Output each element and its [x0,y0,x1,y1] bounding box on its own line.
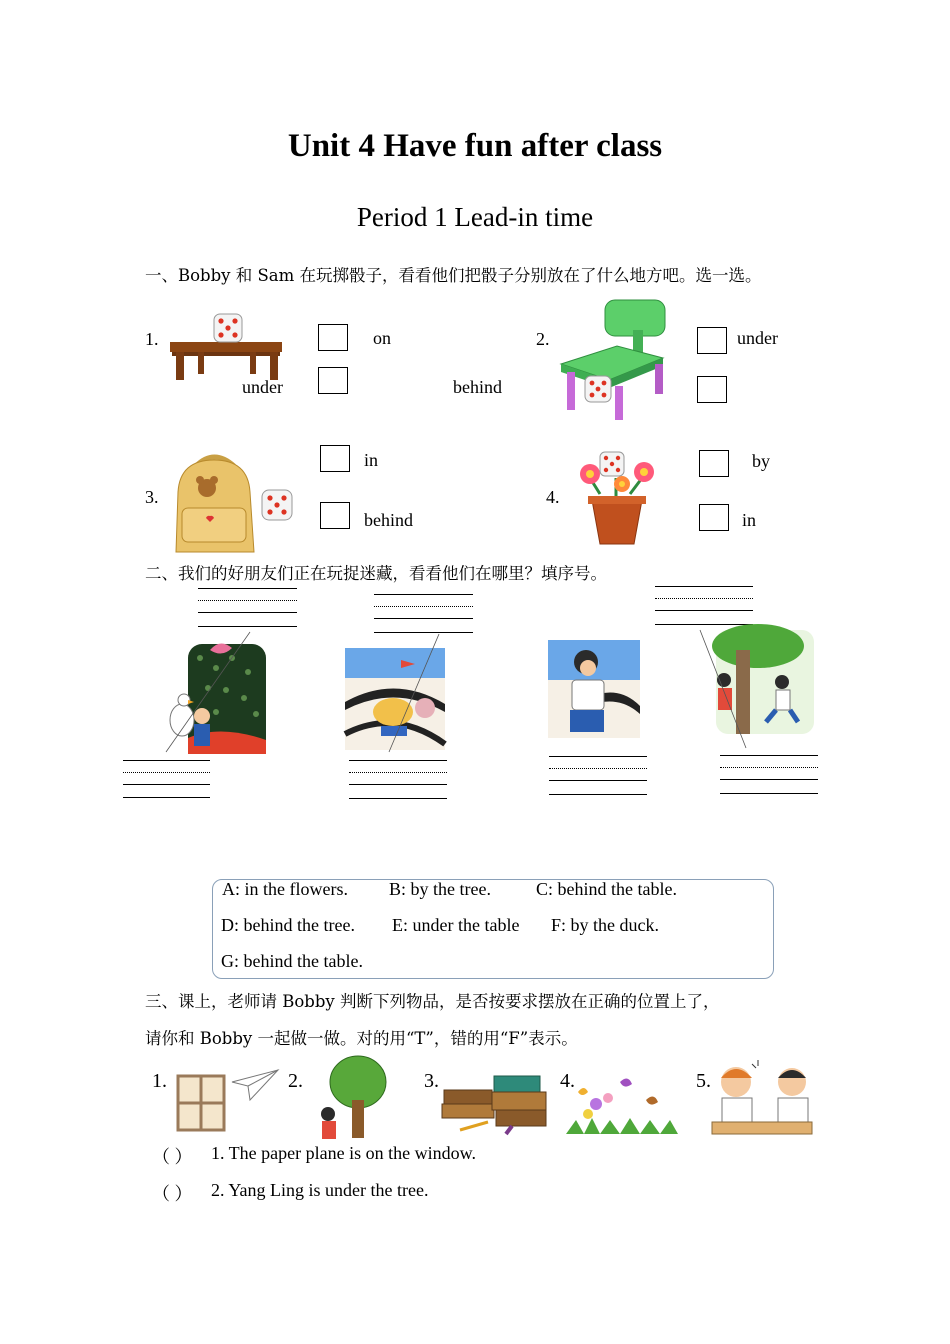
item3-behind-checkbox[interactable] [320,502,350,529]
section3-instruction-line1: 三、课上，老师请 Bobby 判断下列物品，是否按要求摆放在正确的位置上了， [145,992,720,1011]
option-f: F: by the duck. [551,915,659,935]
option-c: C: behind the table. [536,879,677,899]
option-a: A: in the flowers. [222,879,348,899]
statement2-paren[interactable]: （ ） [152,1184,193,1204]
flowers-butterflies-picture [566,1074,678,1136]
item1-option-on: on [373,328,391,348]
worksheet-subtitle: Period 1 Lead-in time [356,202,594,232]
hide-seek-picture-2 [345,634,445,752]
section2-instruction: 二、我们的好朋友们正在玩捉迷藏，看看他们在哪里？填序号。 [145,564,607,583]
picture-number-5: 5. [696,1070,711,1092]
item2-option-under: under [737,328,778,348]
window-plane-picture [176,1068,280,1132]
item4-in-checkbox[interactable] [699,504,729,531]
item3-in-checkbox[interactable] [320,445,350,472]
hide-seek-picture-4 [700,630,816,748]
picture-number-2: 2. [288,1070,303,1092]
item1-option-under: under [242,377,283,397]
worksheet-title: Unit 4 Have fun after class [287,128,663,164]
option-b: B: by the tree. [389,879,491,899]
option-e: E: under the table [392,915,520,935]
item4-option-in: in [742,510,757,530]
item3-option-behind: behind [364,510,413,530]
hide-seek-picture-1 [160,628,268,756]
picture-number-1: 1. [152,1070,167,1092]
item1-under-checkbox[interactable] [318,367,348,394]
option-d: D: behind the tree. [221,915,355,935]
item2-under-checkbox[interactable] [697,327,727,354]
schoolbag-dice-picture [170,452,300,556]
item3-number: 3. [145,487,159,507]
item3-option-in: in [364,450,379,470]
item2-number: 2. [536,329,550,349]
flowerpot-dice-picture [570,448,666,546]
picture-number-3: 3. [424,1070,439,1092]
item2-second-checkbox[interactable] [697,376,727,403]
item1-number: 1. [145,329,159,349]
item4-number: 4. [546,487,560,507]
hide-seek-picture-3 [548,640,640,738]
item1-option-behind: behind [453,377,502,397]
picture-number-4: 4. [560,1070,575,1092]
section3-instruction-line2: 请你和 Bobby 一起做一做。对的用“T”，错的用“F”表示。 [145,1029,578,1048]
statement1-text: 1. The paper plane is on the window. [211,1143,476,1163]
item4-option-by: by [752,451,770,471]
books-picture [440,1072,550,1142]
item4-by-checkbox[interactable] [699,450,729,477]
statement2-text: 2. Yang Ling is under the tree. [211,1180,429,1200]
chair-dice-picture [557,300,669,424]
tree-girl-picture [312,1056,388,1140]
section1-instruction: 一、Bobby 和 Sam 在玩掷骰子，看看他们把骰子分别放在了什么地方吧。选一选。 [145,266,762,285]
table-dice-picture [170,312,285,384]
option-g: G: behind the table. [221,951,363,971]
item1-on-checkbox[interactable] [318,324,348,351]
statement1-paren[interactable]: （ ） [152,1147,193,1167]
two-boys-desk-picture [712,1060,812,1136]
